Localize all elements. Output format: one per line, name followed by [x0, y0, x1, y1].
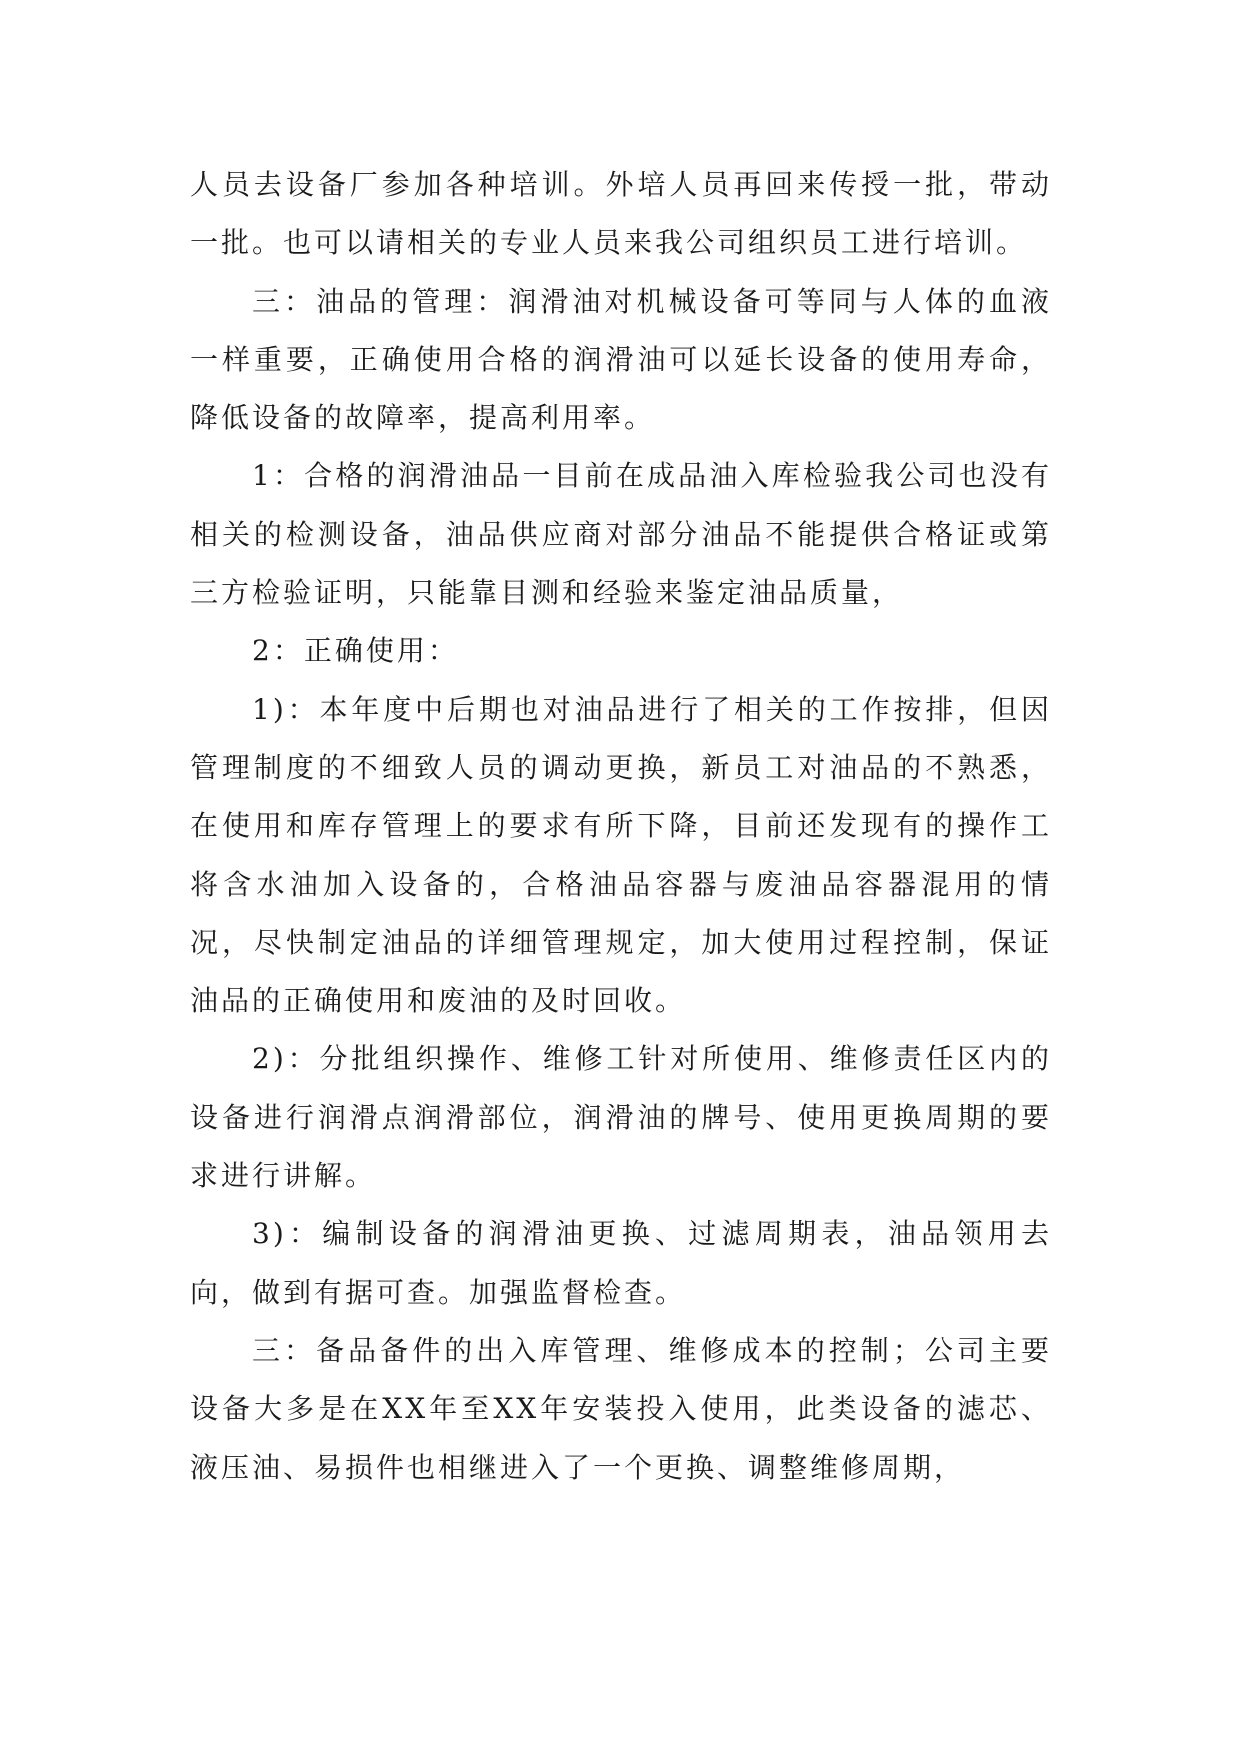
paragraph-item-3: 3)：编制设备的润滑油更换、过滤周期表，油品领用去向，做到有据可查。加强监督检查。 — [190, 1217, 1052, 1309]
body-text — [190, 156, 1052, 1497]
paragraph-oil-management: 三：油品的管理：润滑油对机械设备可等同与人体的血液一样重要，正确使用合格的润滑油可以延长设备的使用寿命，降低设备的故障率，提高利用率。 — [190, 284, 1052, 435]
paragraph-qualified-oil: 1：合格的润滑油品一目前在成品油入库检验我公司也没有相关的检测设备，油品供应商对部分油品不能提供合格证或第三方检验证明，只能靠目测和经验来鉴定油品质量， — [190, 459, 1052, 610]
paragraph-item-2: 2)：分批组织操作、维修工针对所使用、维修责任区内的设备进行润滑点润滑部位，润滑油的牌号、使用更换周期的要求进行讲解。 — [190, 1042, 1052, 1193]
paragraph-training: 人员去设备厂参加各种培训。外培人员再回来传授一批，带动一批。也可以请相关的专业人员来我公司组织员工进行培训。 — [190, 168, 1052, 260]
paragraph-spare-parts: 三：备品备件的出入库管理、维修成本的控制；公司主要设备大多是在XX年至XX年安装投入使用，此类设备的滤芯、液压油、易损件也相继进入了一个更换、调整维修周期， — [190, 1333, 1052, 1484]
paragraph-item-1: 1)：本年度中后期也对油品进行了相关的工作按排，但因管理制度的不细致人员的调动更换，新员工对油品的不熟悉，在使用和库存管理上的要求有所下降，目前还发现有的操作工将含水油加入设备的，合格油品容器与废油品容器混用的情况，尽快制定油品的详细管理规定，加大使用过程控制，保证油品的正确使用和废油的及时回收。 — [190, 692, 1052, 1018]
paragraph-correct-use: 2：正确使用： — [252, 634, 459, 668]
